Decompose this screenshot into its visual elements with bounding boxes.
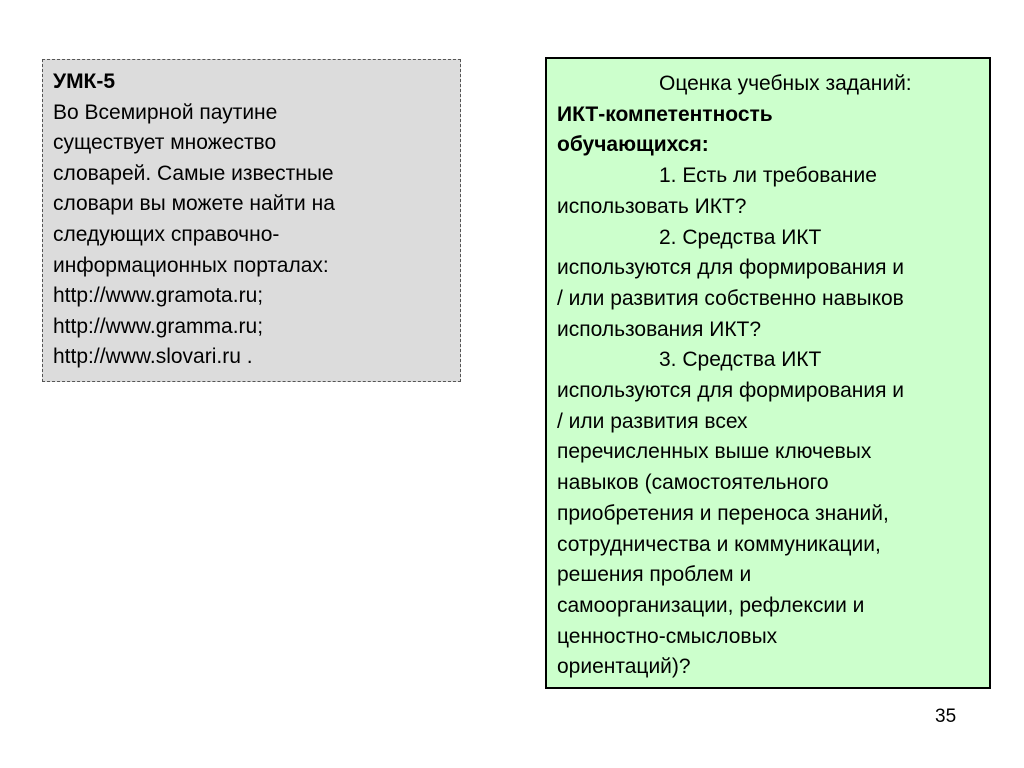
criterion-2-text: используются для формирования и xyxy=(557,256,905,280)
criterion-3-text: / или развития всех xyxy=(557,409,748,433)
box-subtitle: обучающихся: xyxy=(557,133,709,157)
text-line: информационных порталах: xyxy=(53,253,329,277)
criterion-3-text: используются для формирования и xyxy=(557,379,905,403)
text-line: существует множество xyxy=(53,131,277,155)
url-gramota: http://www.gramota.ru; xyxy=(53,284,264,308)
criterion-1-text: использовать ИКТ? xyxy=(557,194,747,218)
criterion-3-text: самоорганизации, рефлексии и xyxy=(557,593,865,617)
url-gramma: http://www.gramma.ru; xyxy=(53,314,264,338)
url-slovari: http://www.slovari.ru . xyxy=(53,345,253,369)
criterion-1: 1. Есть ли требование xyxy=(659,164,877,188)
box-subtitle: ИКТ-компетентность xyxy=(557,102,773,126)
criterion-3-text: ориентаций)? xyxy=(557,655,691,679)
criterion-3-text: приобретения и переноса знаний, xyxy=(557,501,889,525)
text-line: словарей. Самые известные xyxy=(53,161,334,185)
text-line: словари вы можете найти на xyxy=(53,192,335,216)
criterion-2: 2. Средства ИКТ xyxy=(659,225,822,249)
criterion-3-text: сотрудничества и коммуникации, xyxy=(557,532,881,556)
assessment-criteria-box xyxy=(545,57,991,689)
page-number: 35 xyxy=(935,706,957,727)
dictionary-info-box xyxy=(42,59,461,382)
text-line: следующих справочно- xyxy=(53,222,280,246)
box-title: Оценка учебных заданий: xyxy=(659,72,912,95)
criterion-3-text: ценностно-смысловых xyxy=(557,624,778,648)
criterion-2-text: использования ИКТ? xyxy=(557,317,762,341)
criterion-3-text: перечисленных выше ключевых xyxy=(557,440,872,464)
box-heading: УМК-5 xyxy=(53,70,116,93)
criterion-3-text: навыков (самостоятельного xyxy=(557,471,829,495)
criterion-3-text: решения проблем и xyxy=(557,563,752,587)
criterion-3: 3. Средства ИКТ xyxy=(659,348,822,372)
criterion-2-text: / или развития собственно навыков xyxy=(557,286,904,310)
text-line: Во Всемирной паутине xyxy=(53,100,278,124)
